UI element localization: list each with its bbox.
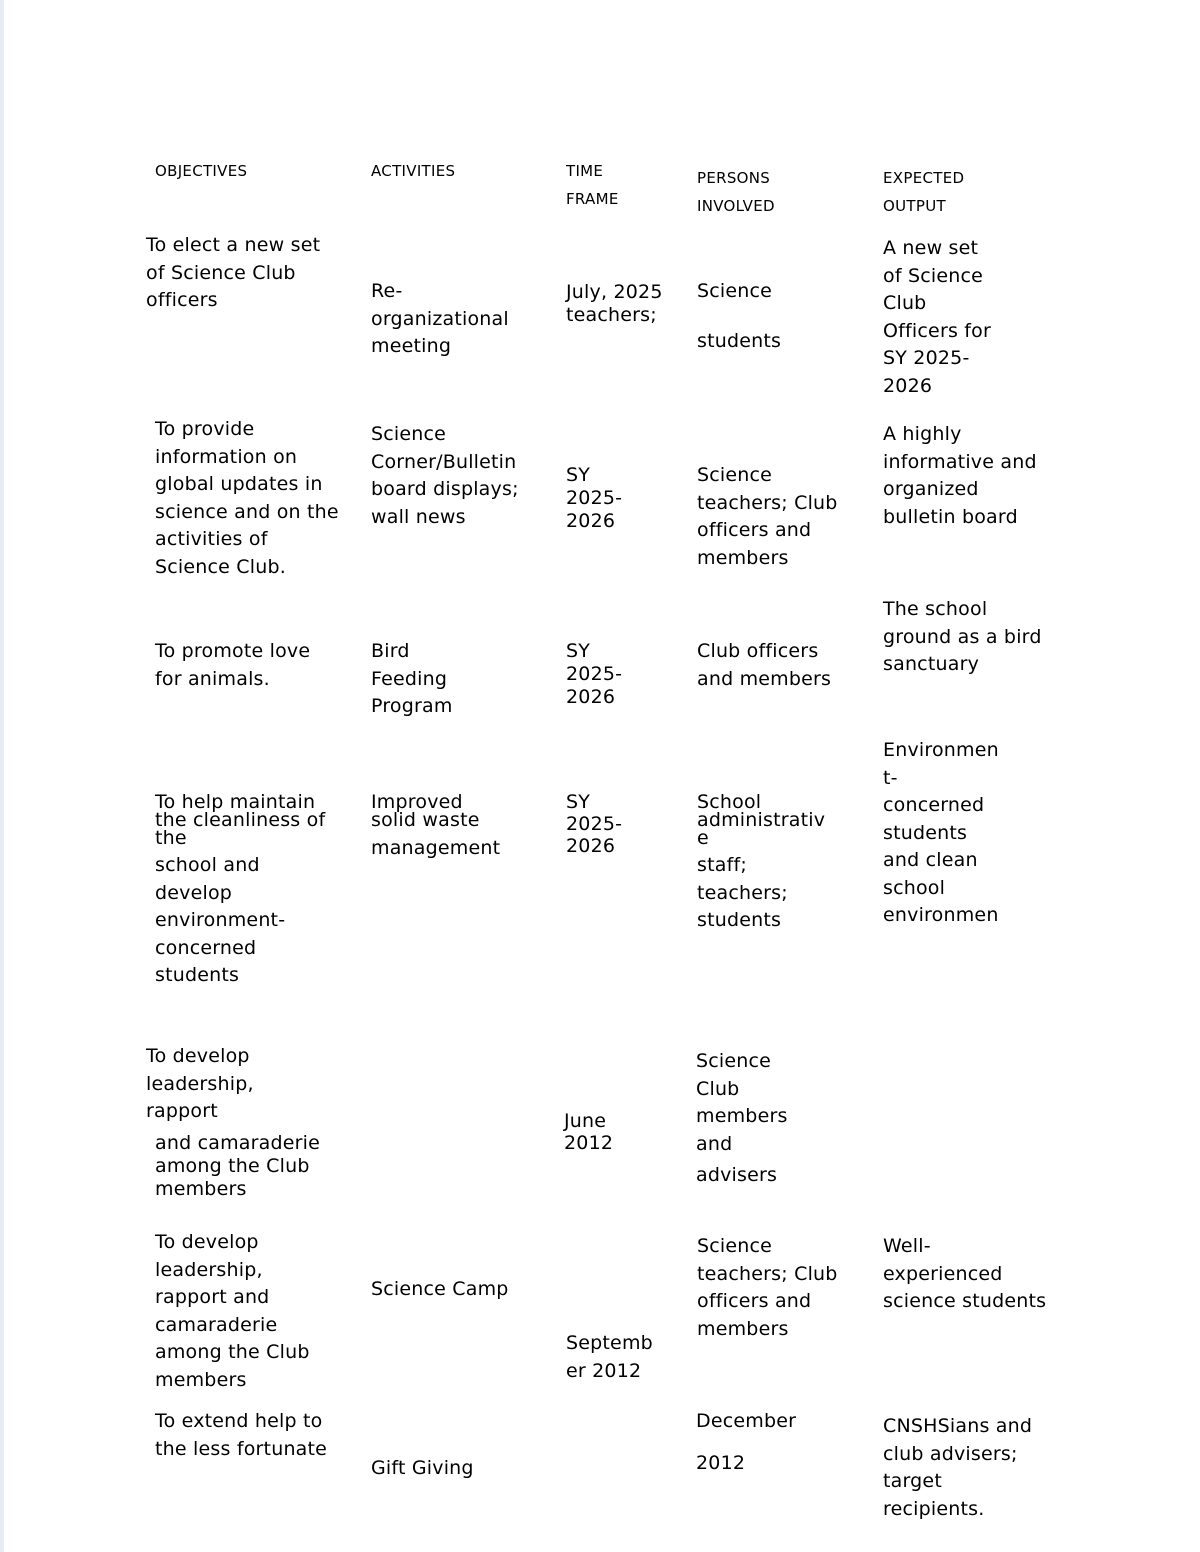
- header-activities: ACTIVITIES: [371, 162, 456, 180]
- row7-time-frame-line1: December: [696, 1410, 797, 1432]
- row3-time-frame: SY 2025- 2026: [566, 640, 623, 708]
- header-objectives: OBJECTIVES: [155, 162, 248, 180]
- row1-objective: To elect a new set of Science Club officers: [146, 234, 321, 311]
- row6-output: Well- experienced science students: [883, 1235, 1047, 1312]
- page-edge: [0, 0, 4, 1552]
- row4-activity-rest: management: [371, 837, 501, 859]
- row3-persons: Club officers and members: [697, 640, 832, 690]
- row1-time-frame: July, 2025 teachers;: [566, 281, 663, 326]
- row4-objective-lead: To help maintain the cleanliness of the: [155, 791, 326, 849]
- row2-persons: Science teachers; Club officers and members: [697, 464, 838, 569]
- row2-activity: Science Corner/Bulletin board displays; wall news: [371, 423, 519, 528]
- row3-activity: Bird Feeding Program: [371, 640, 453, 717]
- row4-time-frame: SY 2025- 2026: [566, 791, 623, 857]
- row6-time-frame: Septemb er 2012: [566, 1332, 653, 1382]
- row3-objective: To promote love for animals.: [155, 640, 311, 690]
- row6-activity: Science Camp: [371, 1278, 509, 1300]
- row4-activity-lead: Improved solid waste: [371, 791, 480, 831]
- row7-activity: Gift Giving: [371, 1457, 474, 1479]
- row7-output: CNSHSians and club advisers; target recipients.: [883, 1415, 1033, 1520]
- row1-persons-line2: students: [697, 330, 782, 352]
- row1-output: A new set of Science Club Officers for SY 2025- 2026: [883, 237, 992, 397]
- row1-persons-line1: Science: [697, 280, 773, 302]
- row5-persons-rest: advisers: [696, 1164, 778, 1186]
- row2-time-frame: SY 2025- 2026: [566, 464, 623, 532]
- row1-activity: Re- organizational meeting: [371, 280, 509, 357]
- row2-output: A highly informative and organized bulletin board: [883, 423, 1037, 528]
- row4-persons-rest: staff; teachers; students: [697, 854, 788, 931]
- row5-persons-lead: Science Club members and: [696, 1050, 788, 1155]
- header-expected-output: EXPECTED OUTPUT: [883, 169, 965, 215]
- row4-objective-rest: school and develop environment- concerned students: [155, 854, 286, 986]
- row4-output: Environmen t- concerned students and clean school environmen: [883, 739, 999, 926]
- row6-persons: Science teachers; Club officers and members: [697, 1235, 838, 1340]
- row2-objective: To provide information on global updates in science and on the activities of Science Club.: [155, 418, 339, 578]
- row7-objective: To extend help to the less fortunate: [155, 1410, 328, 1460]
- row5-objective-lead: To develop leadership, rapport: [146, 1045, 254, 1122]
- row3-output: The school ground as a bird sanctuary: [883, 598, 1042, 675]
- header-persons-involved: PERSONS INVOLVED: [697, 169, 775, 215]
- row5-objective-rest-line1: and camaraderie among the Club members: [155, 1132, 321, 1200]
- row7-time-frame-line2: 2012: [696, 1452, 746, 1474]
- row5-time-frame: June 2012: [564, 1110, 614, 1154]
- row6-objective: To develop leadership, rapport and camaraderie among the Club members: [155, 1231, 310, 1391]
- row4-persons-lead: School administrativ e: [697, 791, 826, 849]
- header-time-frame: TIME FRAME: [566, 162, 619, 208]
